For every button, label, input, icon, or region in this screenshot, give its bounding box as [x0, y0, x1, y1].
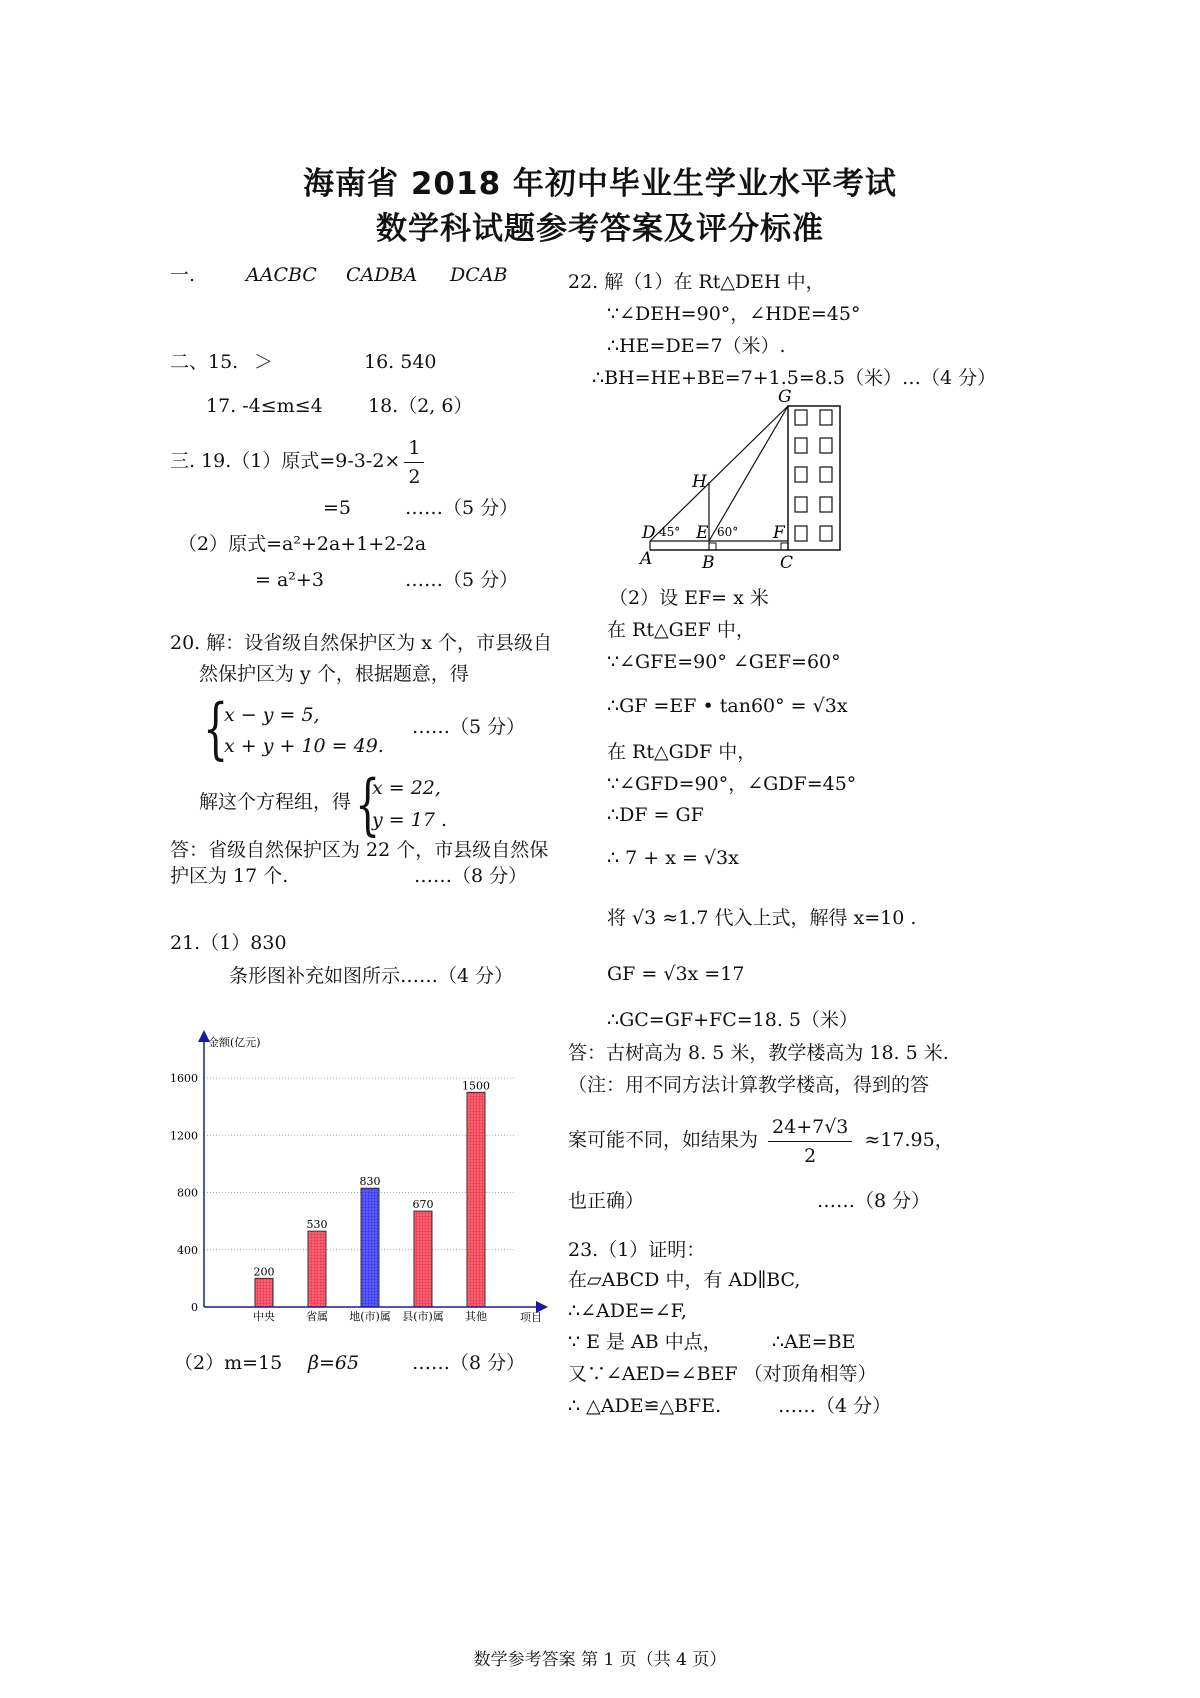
y-tick-label: 0 [191, 1301, 198, 1314]
bar-data-label: 830 [359, 1175, 381, 1189]
x-axis-label: 项目 [520, 1311, 542, 1324]
q20-equation-1: x − y = 5, [224, 704, 320, 726]
q22-answer-4: 也正确） [568, 1190, 645, 1212]
answer-15: ＞ [254, 351, 274, 373]
label-d: D [642, 523, 656, 543]
q21-score: ……（8 分） [412, 1352, 526, 1374]
part1-label: 一. [170, 264, 196, 286]
q23-line-5: 又∵∠AED=∠BEF （对顶角相等） [568, 1363, 877, 1385]
y-tick-label: 1600 [170, 1072, 198, 1085]
x-tick-label: 地(市)属 [349, 1310, 391, 1323]
y-tick-label: 800 [177, 1186, 198, 1200]
q22-part2-line-6: ∵∠GFD=90°，∠GDF=45° [607, 773, 857, 795]
bar-data-label: 200 [253, 1265, 275, 1279]
chart-bar [467, 1092, 485, 1307]
label-g: G [778, 388, 792, 407]
answer-18: 18.（2, 6） [368, 395, 473, 417]
q22-line-4: ∴BH=HE+BE=7+1.5=8.5（米）…（4 分） [592, 367, 997, 389]
q22-fraction [768, 1113, 852, 1170]
x-tick-label: 中央 [253, 1310, 275, 1323]
q21-line-2: 条形图补充如图所示……（4 分） [229, 965, 514, 987]
q22-line-3: ∴HE=DE=7（米）. [607, 335, 786, 357]
q20-score-1: ……（5 分） [412, 716, 526, 738]
q22-answer-1: 答：古树高为 8. 5 米，教学楼高为 18. 5 米. [568, 1042, 949, 1064]
q19-part2: （2）原式=a²+2a+1+2-2a [178, 533, 427, 555]
q22-part2-line-1: （2）设 EF= x 米 [609, 587, 769, 609]
q22-line-2: ∵∠DEH=90°，∠HDE=45° [607, 303, 861, 325]
brace-left: { [355, 766, 381, 843]
answer-17: 17. -4≤m≤4 [206, 395, 323, 417]
q22-approx: ≈17.95， [864, 1129, 954, 1151]
q20-equation-2: x + y + 10 = 49. [224, 735, 384, 757]
y-tick-label: 400 [177, 1243, 198, 1257]
fraction-denominator: 2 [408, 465, 421, 488]
chart-bar [255, 1278, 273, 1307]
q19-score-2: ……（5 分） [405, 569, 519, 591]
label-e: E [696, 523, 709, 543]
chart-bar [414, 1211, 432, 1307]
part1-answers-2: CADBA [346, 264, 418, 286]
q20-line-1: 20. 解：设省级自然保护区为 x 个，市县级自 [170, 632, 553, 654]
q22-answer-3-text: 案可能不同，如结果为 [568, 1129, 759, 1151]
q19-label: 三. 19.（1）原式=9-3-2× [170, 450, 401, 472]
q19-result: =5 [323, 497, 352, 519]
q19-score-1: ……（5 分） [405, 497, 519, 519]
q21-part2: （2）m=15 [174, 1352, 283, 1374]
x-tick-label: 县(市)属 [402, 1310, 444, 1323]
q22-score: ……（8 分） [817, 1190, 931, 1212]
q22-part2-line-7: ∴DF = GF [607, 804, 704, 826]
page-footer: 数学参考答案 第 1 页（共 4 页） [473, 1650, 727, 1670]
q20-answer-line-1: 答：省级自然保护区为 22 个，市县级自然保 [170, 839, 549, 861]
label-h: H [692, 472, 707, 492]
q20-answer-line-2: 护区为 17 个. [170, 865, 289, 887]
chart-bar [308, 1231, 326, 1307]
q22-part2-line-11: ∴GC=GF+FC=18. 5（米） [607, 1009, 858, 1031]
q20-solve-text: 解这个方程组，得 [199, 791, 352, 813]
label-f: F [773, 523, 785, 543]
q19-part2-result: = a²+3 [255, 569, 324, 591]
q20-score-2: ……（8 分） [414, 865, 528, 887]
q21-beta: β=65 [308, 1352, 360, 1374]
part1-answers-1: AACBC [246, 264, 317, 286]
q22-answer-2: （注：用不同方法计算教学楼高，得到的答 [568, 1074, 930, 1096]
bar-chart [170, 1030, 550, 1330]
answer-16: 16. 540 [364, 351, 437, 373]
chart-bar [361, 1188, 379, 1307]
q23-line-3: ∴∠ADE=∠F, [568, 1300, 687, 1322]
bar-data-label: 1500 [462, 1079, 490, 1093]
q20-solution-x: x = 22, [372, 777, 441, 799]
q23-line-1: 23.（1）证明： [568, 1239, 706, 1261]
fraction-denominator: 2 [804, 1144, 817, 1167]
brace-left: { [203, 690, 229, 767]
q20-solution-y: y = 17 . [372, 809, 447, 831]
q20-line-2: 然保护区为 y 个，根据题意，得 [199, 663, 469, 685]
angle-45: 45° [659, 525, 681, 539]
q22-line-1: 22. 解（1）在 Rt△DEH 中， [568, 271, 825, 293]
q21-line-1: 21.（1）830 [170, 932, 287, 954]
bar-data-label: 670 [412, 1198, 434, 1212]
angle-60: 60° [717, 525, 739, 539]
part2-label: 二、15. [170, 351, 239, 373]
q22-part2-line-2: 在 Rt△GEF 中， [607, 619, 755, 641]
half-fraction [404, 434, 424, 491]
title-line-2: 数学科试题参考答案及评分标准 [376, 211, 824, 247]
q22-part2-line-3: ∵∠GFE=90° ∠GEF=60° [607, 651, 841, 673]
q22-part2-line-5: 在 Rt△GDF 中， [607, 741, 757, 763]
x-tick-label: 其他 [465, 1310, 487, 1323]
label-a: A [640, 549, 653, 569]
geometry-figure [638, 388, 898, 573]
q23-line-4a: ∵ E 是 AB 中点， [568, 1331, 722, 1353]
q23-line-4b: ∴AE=BE [772, 1331, 856, 1353]
q19-part1 [170, 432, 428, 491]
fraction-numerator: 24+7√3 [768, 1113, 852, 1142]
x-tick-label: 省属 [306, 1310, 328, 1323]
y-axis-label: 金额(亿元) [208, 1036, 261, 1049]
q22-answer-3 [568, 1111, 954, 1170]
title-line-1: 海南省 2018 年初中毕业生学业水平考试 [303, 166, 897, 202]
label-c: C [780, 553, 794, 573]
bar-data-label: 530 [306, 1218, 328, 1232]
q23-line-2: 在▱ABCD 中，有 AD∥BC, [568, 1269, 801, 1291]
q23-line-6: ∴ △ADE≌△BFE. [568, 1395, 722, 1417]
q22-part2-line-4: ∴GF =EF • tan60° = √3x [607, 695, 848, 717]
q22-part2-line-8: ∴ 7 + x = √3x [607, 847, 739, 869]
fraction-numerator: 1 [404, 434, 424, 463]
q23-score: ……（4 分） [778, 1395, 892, 1417]
q22-part2-line-9: 将 √3 ≈1.7 代入上式，解得 x=10 . [607, 907, 917, 929]
q22-part2-line-10: GF = √3x =17 [607, 963, 745, 985]
y-tick-label: 1200 [170, 1129, 198, 1143]
label-b: B [702, 553, 715, 573]
part1-answers-3: DCAB [450, 264, 508, 286]
